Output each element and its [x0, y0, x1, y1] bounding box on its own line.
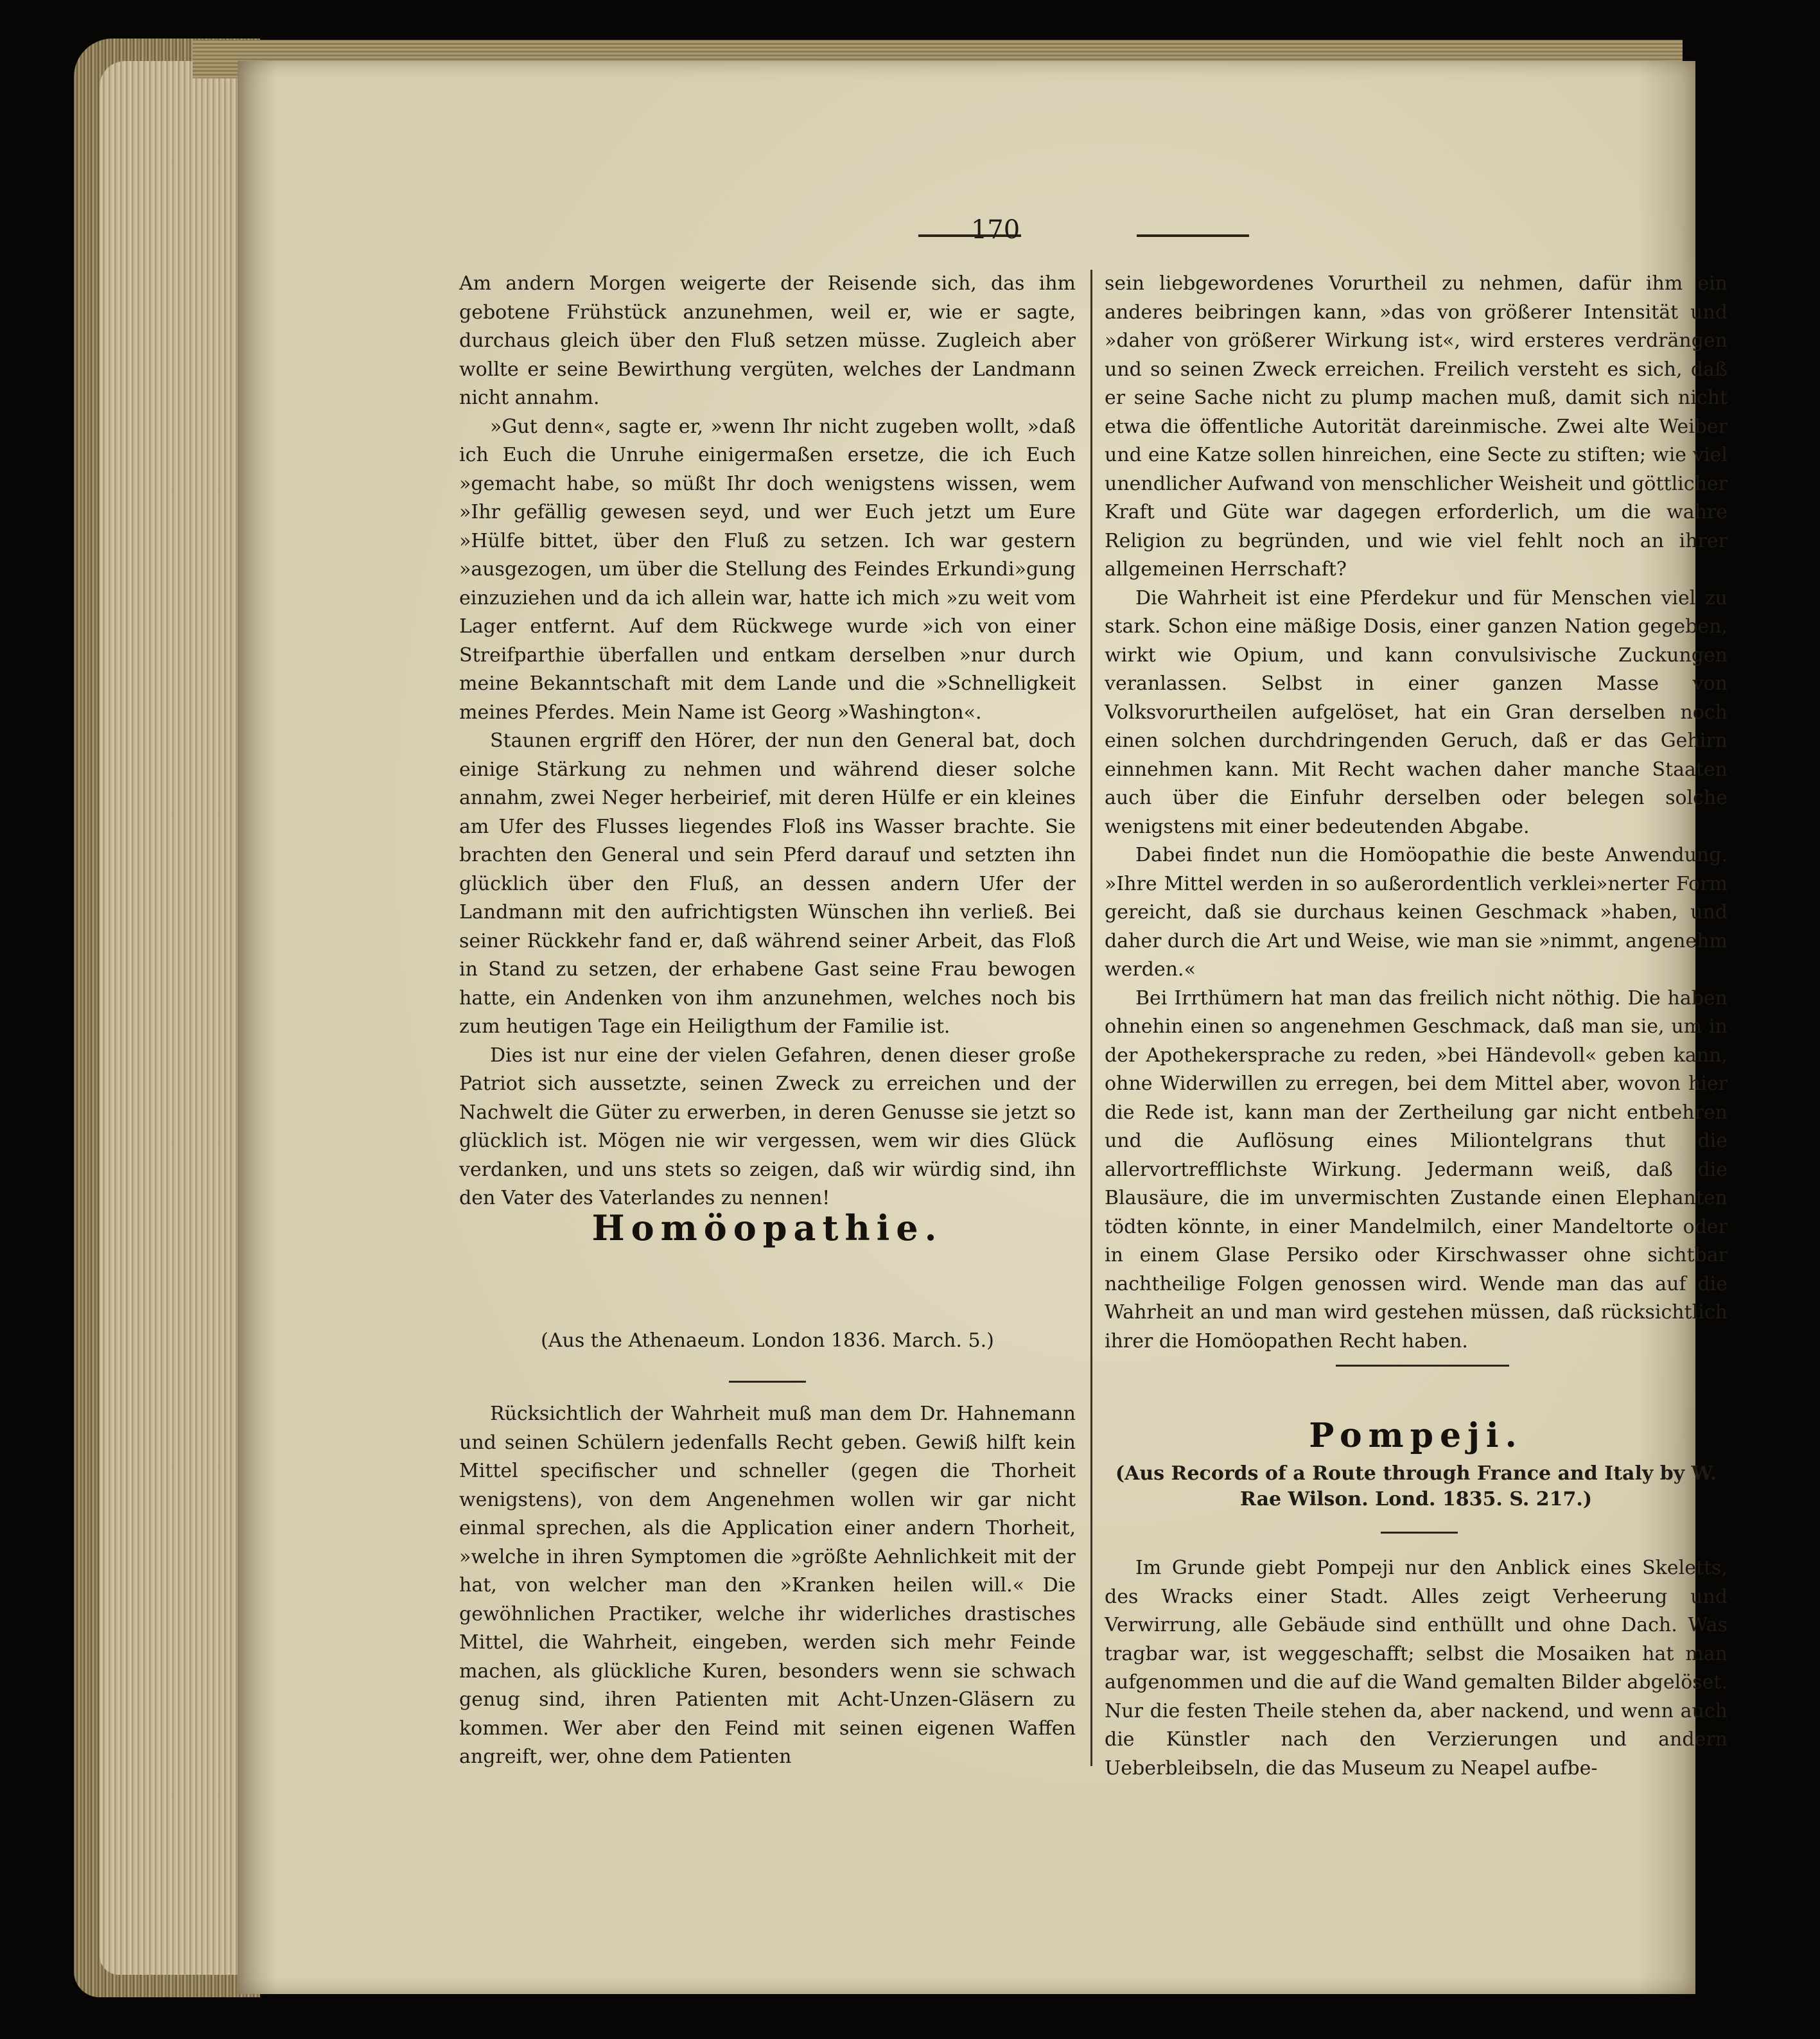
- paragraph: Die Wahrheit ist eine Pferdekur und für Menschen viel zu stark. Schon eine mäßige Dosis, einer ganzen Nation gegeben, wirkt wie Opium, und kann convulsivische Zuckungen veranlassen. Selbst in einer ganzen Masse von Volksvorurtheilen aufgelöset, hat ein Gran derselben noch einen solchen durchdringenden Geruch, daß er das Gehirn einnehmen kann. Mit Recht wachen daher manche Staaten auch über die Einfuhr derselben oder belegen solche wenigstens mit einer bedeutenden Abgabe.: [1105, 586, 1728, 838]
- page-number: 170: [970, 215, 1020, 245]
- column-divider: [1090, 270, 1092, 1766]
- paragraph: sein liebgewordenes Vorurtheil zu nehmen, dafür ihm ein anderes beibringen kann, »das von größerer Intensität und »daher von größerer Wirkung ist«, wird ersteres verdrängen und so seinen Zweck erreichen. Freilich versteht es sich, daß er seine Sache nicht zu plump machen muß, damit sich nicht etwa die öffentliche Autorität dareinmische. Zwei alte Weiber und eine Katze sollen hinreichen, eine Secte zu stiften; wie viel unendlicher Aufwand von menschlicher Weisheit und göttlicher Kraft und Güte war dagegen erforderlich, um die wahre Religion zu begründen, und wie viel fehlt noch an ihrer allgemeinen Herrschaft?: [1105, 272, 1728, 581]
- paragraph: Dies ist nur eine der vielen Gefahren, denen dieser große Patriot sich aussetzte, seinen Zweck zu erreichen und der Nachwelt die Güter zu erwerben, in deren Genusse sie jetzt so glücklich ist. Mögen nie wir vergessen, wem wir dies Glück verdanken, und uns stets so zeigen, daß wir würdig sind, ihn den Vater des Vaterlandes zu nennen!: [459, 1044, 1076, 1209]
- section-divider: [729, 1381, 806, 1383]
- section-title-homoeopathy: Homöopathie.: [591, 1207, 943, 1248]
- paragraph: Staunen ergriff den Hörer, der nun den General bat, doch einige Stärkung zu nehmen und während dieser solche annahm, zwei Neger herbeirief, mit deren Hülfe er ein kleines am Ufer des Flusses liegendes Floß ins Wasser brachte. Sie brachten den General und sein Pferd darauf und setzten ihn glücklich über den Fluß, an dessen andern Ufer der Landmann mit den aufrichtigsten Wünschen ihn verließ. Bei seiner Rückkehr fand er, daß während seiner Arbeit, das Floß in Stand zu setzen, der erhabene Gast seine Frau bewogen hatte, ein Andenken von ihm anzunehmen, welches noch bis zum heutigen Tage ein Heiligthum der Familie ist.: [459, 730, 1076, 1038]
- header-rule-right: [1137, 234, 1249, 237]
- pompeji-article: [1105, 1554, 1728, 1783]
- paragraph: »Gut denn«, sagte er, »wenn Ihr nicht zugeben wollt, »daß ich Euch die Unruhe einigermaßen ersetze, die ich Euch »gemacht habe, so müßt Ihr doch wenigstens wissen, wem »Ihr gefällig gewesen seyd, und wer Euch jetzt um Eure »Hülfe bittet, über den Fluß zu setzen. Ich war gestern »ausgezogen, um über die Stellung des Feindes Erkundi»gung einzuziehen und da ich allein war, hatte ich mich »zu weit vom Lager entfernt. Auf dem Rückwege wurde »ich von einer Streifparthie überfallen und entkam derselben »nur durch meine Bekanntschaft mit dem Lande und die »Schnelligkeit meines Pferdes. Mein Name ist Georg »Washington«.: [459, 415, 1076, 724]
- section-title-pompeji: Pompeji.: [1309, 1416, 1523, 1455]
- paragraph: Am andern Morgen weigerte der Reisende sich, das ihm gebotene Frühstück anzunehmen, weil er, wie er sagte, durchaus gleich über den Fluß setzen müsse. Zugleich aber wollte er seine Bewirthung vergüten, welches der Landmann nicht annahm.: [459, 272, 1076, 409]
- section-source-pompeji: (Aus Records of a Route through France and Italy by W. Rae Wilson. Lond. 1835. S. 217.): [1115, 1462, 1717, 1510]
- right-column-article: [1105, 270, 1728, 1356]
- paragraph: Bei Irrthümern hat man das freilich nicht nöthig. Die haben ohnehin einen so angenehmen Geschmack, daß man sie, um in der Apothekersprache zu reden, »bei Händevoll« geben kann, ohne Widerwillen zu erregen, bei dem Mittel aber, wovon hier die Rede ist, kann man der Zertheilung gar nicht entbehren und die Auflösung eines Miliontelgrans thut die allervortrefflichste Wirkung. Jedermann weiß, daß die Blausäure, die im unvermischten Zustande einen Elephanten tödten könnte, in einer Mandelmilch, einer Mandeltorte oder in einem Glase Persiko oder Kirschwasser ohne sichtbar nachtheilige Folgen genossen wird. Wende man das auf die Wahrheit an und man wird gestehen müssen, daß rücksichtlich ihrer die Homöopathen Recht haben.: [1105, 986, 1728, 1352]
- paragraph: Rücksichtlich der Wahrheit muß man dem Dr. Hahnemann und seinen Schülern jedenfalls Recht geben. Gewiß hilft kein Mittel specifischer und schneller (gegen die Thorheit wenigstens), von dem Angenehmen wollen wir gar nicht einmal sprechen, als die Application einer andern Thorheit, »welche in ihren Symptomen die »größte Aehnlichkeit mit der hat, von welcher man den »Kranken heilen will.« Die gewöhnlichen Practiker, welche ihr widerliches drastisches Mittel, die Wahrheit, eingeben, werden sich mehr Feinde machen, als glückliche Kuren, besonders wenn sie schwach genug sind, ihren Patienten mit Acht-Unzen-Gläsern zu kommen. Wer aber den Feind mit seinen eigenen Waffen angreift, wer, ohne dem Patienten: [459, 1403, 1076, 1768]
- left-column-article: [459, 270, 1076, 1213]
- paragraph: Dabei findet nun die Homöopathie die beste Anwendung. »Ihre Mittel werden in so außerordentlich verklei»nerter Form gereicht, daß sie durchaus keinen Geschmack »haben, und daher durch die Art und Weise, wie man sie »nimmt, angenehm werden.«: [1105, 844, 1728, 981]
- page-edges: [100, 61, 247, 1975]
- paragraph: Im Grunde giebt Pompeji nur den Anblick eines Skeletts, des Wracks einer Stadt. Alles zeigt Verheerung und Verwirrung, alle Gebäude sind enthüllt und ohne Dach. Was tragbar war, ist weggeschafft; selbst die Mosaiken hat man aufgenommen und die auf die Wand gemalten Bilder abgelöset. Nur die festen Theile stehen da, aber nackend, und wenn auch die Künstler nach den Verzierungen und andern Ueberbleibseln, die das Museum zu Neapel aufbe-: [1105, 1557, 1728, 1780]
- section-divider: [1381, 1532, 1458, 1534]
- section-divider: [1336, 1365, 1509, 1367]
- section-source-homoeopathy: (Aus the Athenaeum. London 1836. March. 5.): [541, 1329, 994, 1352]
- homoeopathy-article: [459, 1400, 1076, 1772]
